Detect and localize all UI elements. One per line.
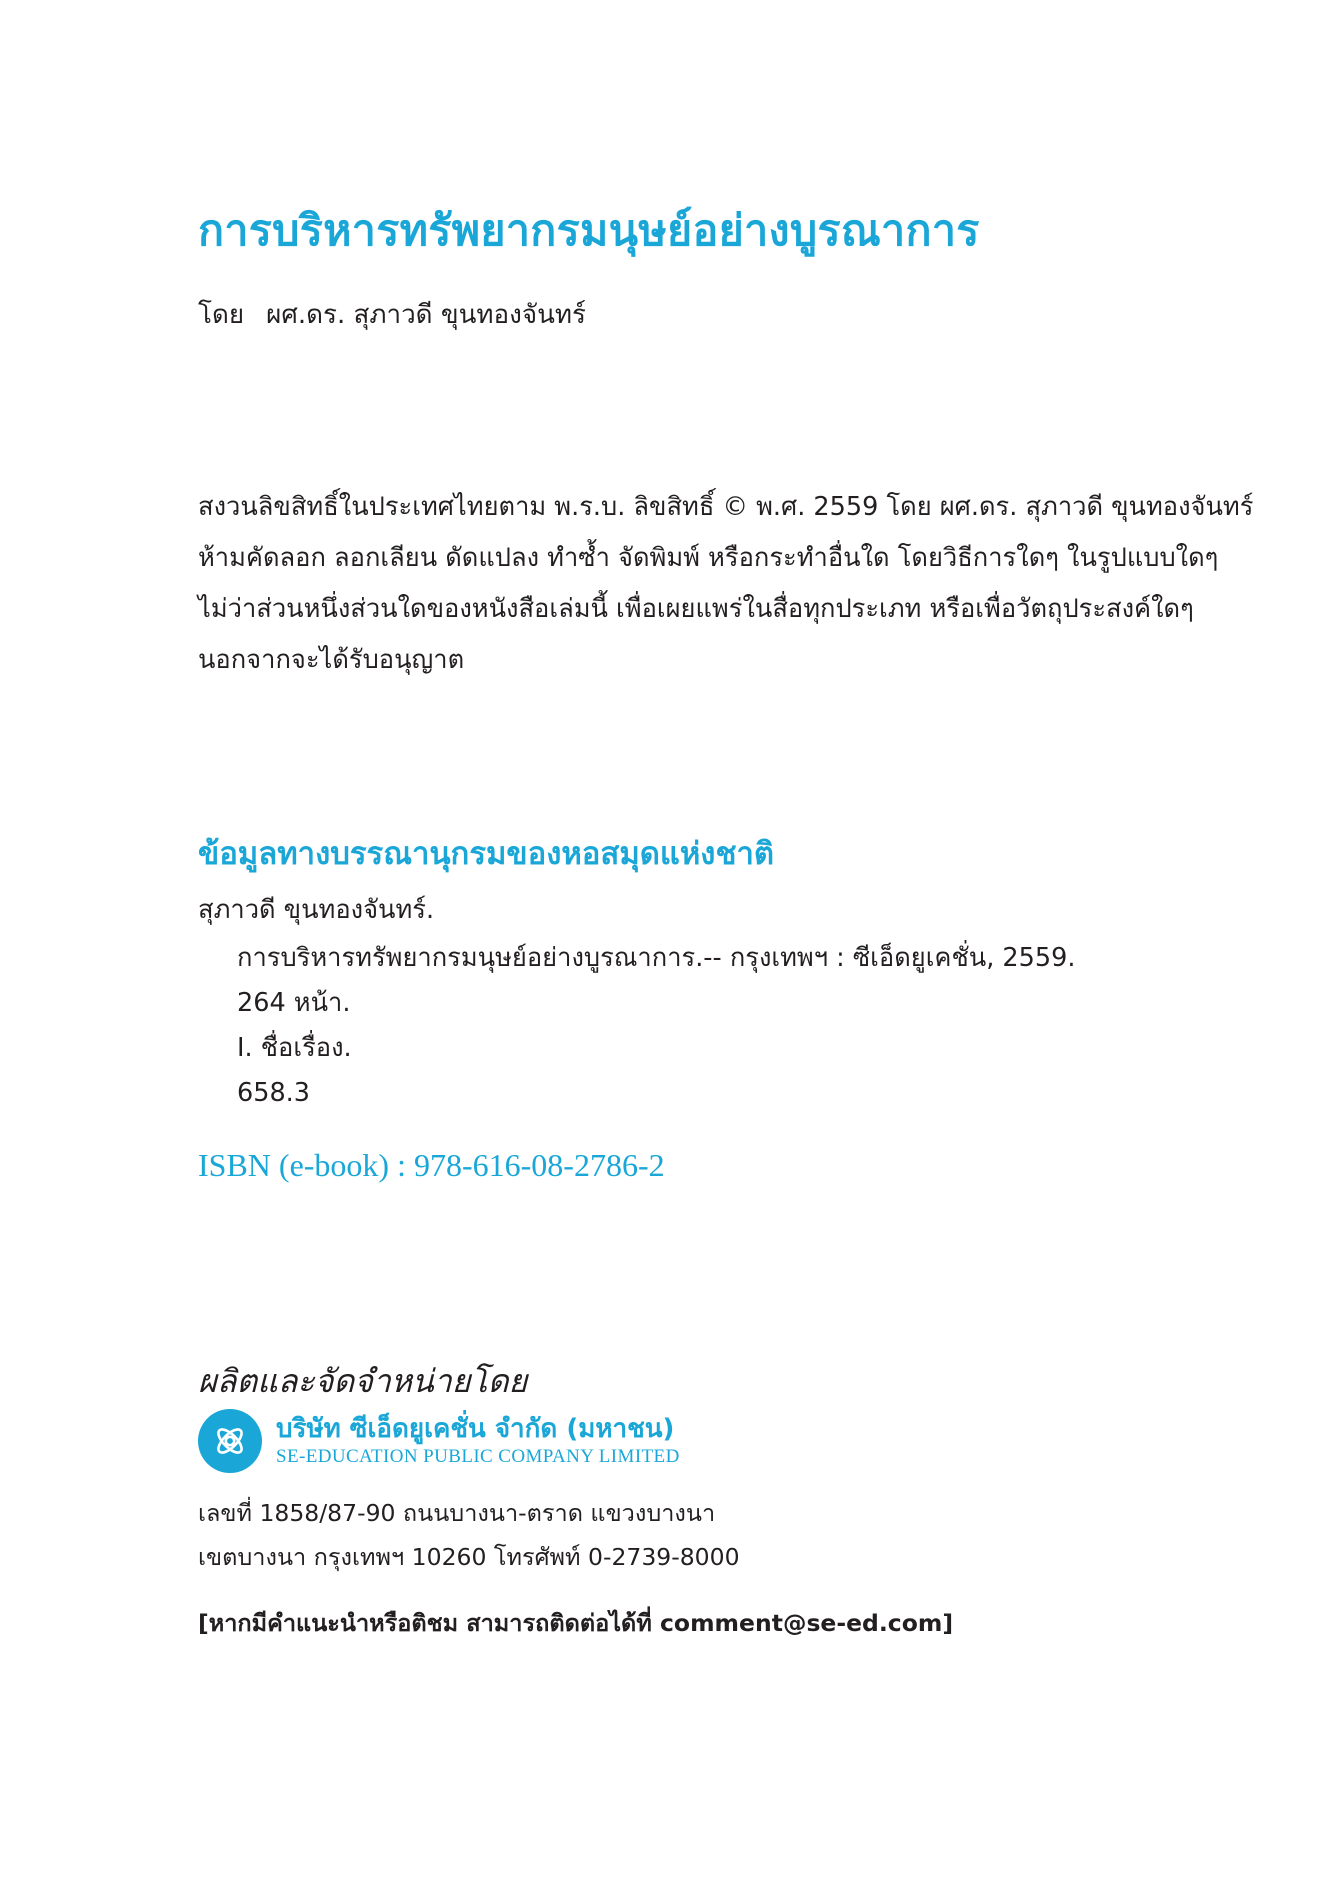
publisher-block <box>198 1408 680 1474</box>
cip-detail-line: การบริหารทรัพยากรมนุษย์อย่างบูรณาการ.-- กรุงเทพฯ : ซีเอ็ดยูเคชั่น, 2559. <box>237 943 1076 973</box>
address-line: เลขที่ 1858/87-90 ถนนบางนา-ตราด แขวงบางนา <box>198 1499 716 1527</box>
cip-author: สุภาวดี ขุนทองจันทร์. <box>198 895 435 925</box>
publisher-names <box>276 1413 680 1469</box>
publisher-address <box>198 1491 740 1579</box>
cip-detail-line: I. ชื่อเรื่อง. <box>237 1033 352 1063</box>
copyright-notice <box>198 482 1288 686</box>
cip-detail-line: 658.3 <box>237 1078 311 1108</box>
book-title: การบริหารทรัพยากรมนุษย์อย่างบูรณาการ <box>198 206 980 256</box>
cip-detail-line: 264 หน้า. <box>237 988 351 1018</box>
produced-by-label: ผลิตและจัดจำหน่ายโดย <box>198 1362 528 1400</box>
cip-heading: ข้อมูลทางบรรณานุกรมของหอสมุดแห่งชาติ <box>198 836 775 872</box>
copyright-line: สงวนลิขสิทธิ์ในประเทศไทยตาม พ.ร.บ. ลิขสิทธิ์ © พ.ศ. 2559 โดย ผศ.ดร. สุภาวดี ขุนทองจันทร์ <box>198 492 1254 522</box>
author-prefix: โดย <box>198 300 245 330</box>
feedback-contact: [หากมีคำแนะนำหรือติชม สามารถติดต่อได้ที่ comment@se-ed.com] <box>198 1609 954 1637</box>
publisher-name-english: SE-EDUCATION PUBLIC COMPANY LIMITED <box>276 1446 680 1467</box>
author-line <box>198 294 586 335</box>
address-line: เขตบางนา กรุงเทพฯ 10260 โทรศัพท์ 0-2739-8000 <box>198 1543 740 1571</box>
publisher-name-thai: บริษัท ซีเอ็ดยูเคชั่น จำกัด (มหาชน) <box>276 1414 675 1444</box>
copyright-line: ไม่ว่าส่วนหนึ่งส่วนใดของหนังสือเล่มนี้ เพื่อเผยแพร่ในสื่อทุกประเภท หรือเพื่อวัตถุประสงค์ใดๆ <box>198 594 1194 624</box>
copyright-line: ห้ามคัดลอก ลอกเลียน ดัดแปลง ทำซ้ำ จัดพิมพ์ หรือกระทำอื่นใด โดยวิธีการใดๆ ในรูปแบบใดๆ <box>198 543 1219 573</box>
author-name: ผศ.ดร. สุภาวดี ขุนทองจันทร์ <box>266 300 586 330</box>
isbn: ISBN (e-book) : 978-616-08-2786-2 <box>198 1147 665 1183</box>
se-ed-logo-icon <box>198 1409 262 1473</box>
se-ed-logo-mark <box>210 1421 250 1461</box>
cip-details <box>237 936 1075 1116</box>
copyright-line: นอกจากจะได้รับอนุญาต <box>198 645 465 675</box>
